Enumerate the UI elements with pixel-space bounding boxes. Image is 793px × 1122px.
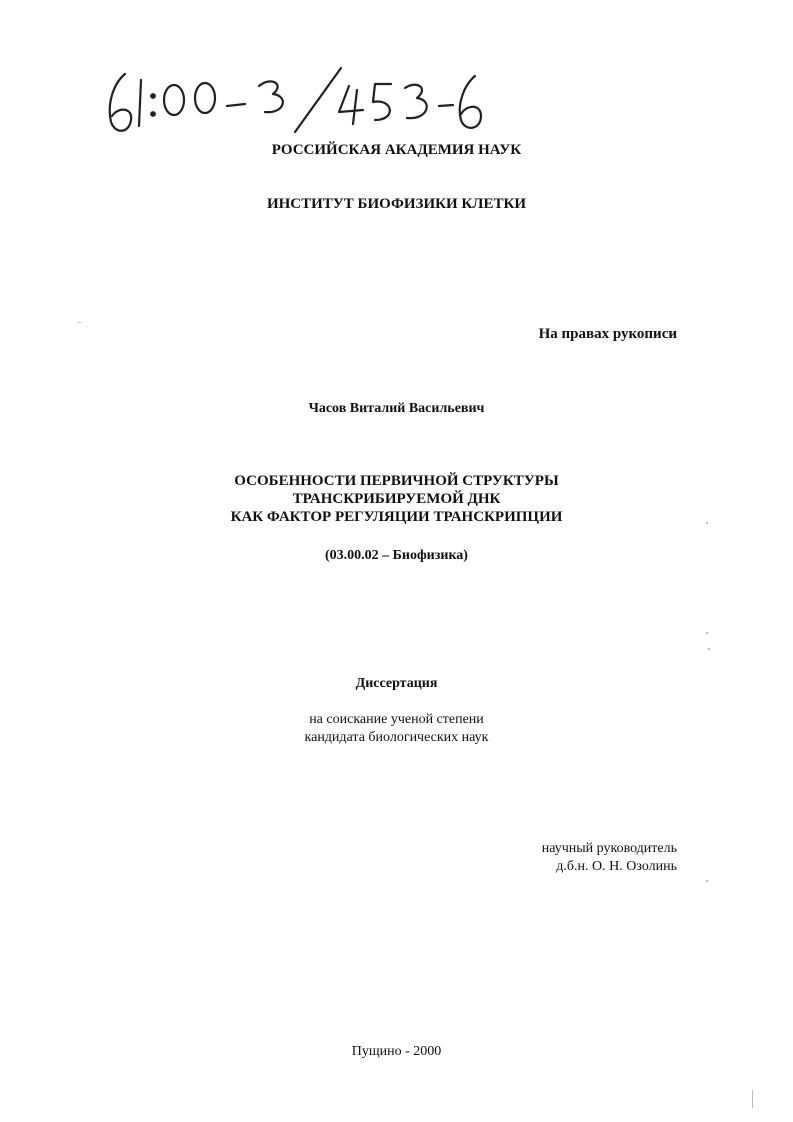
place-year: Пущино - 2000 <box>351 1044 442 1059</box>
scan-speck <box>708 648 710 650</box>
title-line-1: ОСОБЕННОСТИ ПЕРВИЧНОЙ СТРУКТУРЫ <box>234 473 559 489</box>
academy-name: РОССИЙСКАЯ АКАДЕМИЯ НАУК <box>271 142 522 158</box>
scan-speck <box>752 1090 753 1108</box>
supervisor-role: научный руководитель <box>541 841 677 856</box>
title-line-2: ТРАНСКРИБИРУЕМОЙ ДНК <box>292 491 501 507</box>
document-type: Диссертация <box>355 676 438 691</box>
degree-line-1: на соискание ученой степени <box>309 712 484 727</box>
institute-name: ИНСТИТУТ БИОФИЗИКИ КЛЕТКИ <box>266 196 527 212</box>
specialty-code: (03.00.02 – Биофизика) <box>325 548 468 563</box>
supervisor-name: д.б.н. О. Н. Озолинь <box>556 859 677 874</box>
handwritten-archive-code <box>95 62 495 144</box>
degree-line-2: кандидата биологических наук <box>304 730 489 745</box>
scan-speck <box>706 632 708 634</box>
scan-speck <box>706 880 708 882</box>
rights-note: На правах рукописи <box>538 326 677 342</box>
scan-speck <box>78 322 81 323</box>
author-name: Часов Виталий Васильевич <box>308 401 485 416</box>
title-line-3: КАК ФАКТОР РЕГУЛЯЦИИ ТРАНСКРИПЦИИ <box>230 509 563 525</box>
scan-speck <box>706 522 708 524</box>
